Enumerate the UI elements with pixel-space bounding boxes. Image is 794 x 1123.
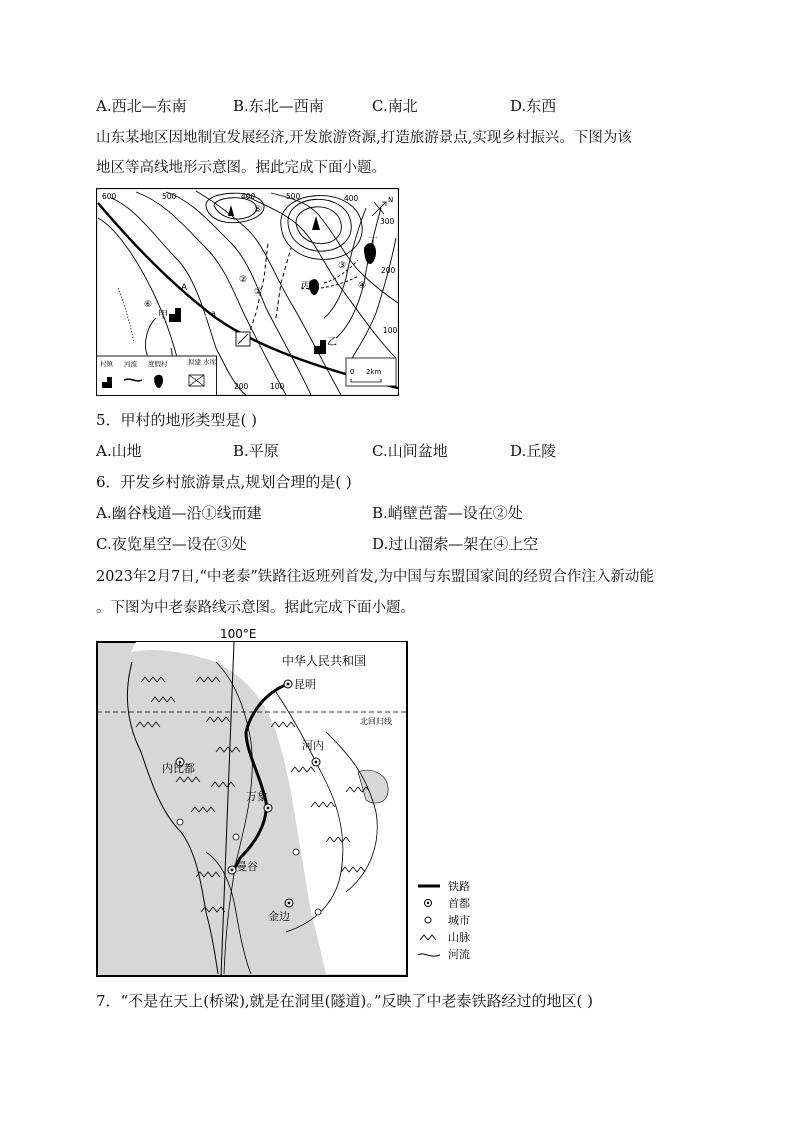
tropic-label: 北回归线 — [360, 717, 392, 726]
city-bangkok: 曼谷 — [236, 860, 258, 873]
city-vientiane: 万象 — [246, 790, 268, 803]
contour-100b: 100 — [270, 382, 285, 391]
q6-option-c: C.夜览星空—设在③处 — [96, 535, 247, 553]
q4-option-c: C.南北 — [372, 97, 418, 115]
city-kunming: 昆明 — [294, 678, 316, 691]
circle-5: ⑤ — [254, 205, 263, 215]
scale-label: 2km — [366, 368, 382, 376]
north-label: N — [388, 196, 394, 204]
q6-stem: 6．开发乡村旅游景点,规划合理的是( ) — [96, 473, 352, 491]
scale-bar — [346, 358, 396, 386]
village-yi: 乙 — [327, 337, 337, 348]
contour-500b: 500 — [286, 192, 301, 201]
legend-reservoir: 拟建 水库 — [188, 358, 217, 366]
map2-legend — [418, 879, 470, 961]
circle-4: ④ — [358, 281, 367, 291]
country-label: 中华人民共和国 — [282, 654, 367, 668]
resort-bing: 丙 — [301, 281, 311, 292]
legend-village: 村镇 — [100, 360, 113, 368]
legend-resort: 度假村 — [148, 360, 168, 368]
q4-option-b: B.东北—西南 — [233, 97, 324, 115]
q6-option-a: A.幽谷栈道—沿①线而建 — [96, 504, 262, 522]
contour-200a: 200 — [381, 266, 396, 275]
q6-option-b: B.峭壁芭蕾—设在②处 — [372, 504, 523, 522]
legend-mountain: 山脉 — [448, 931, 470, 944]
q7-stem: 7．“不是在天上(桥梁),就是在洞里(隧道)。”反映了中老泰铁路经过的地区( ) — [96, 992, 594, 1010]
point-a: a — [211, 309, 216, 318]
contour-500a: 500 — [162, 192, 177, 201]
circle-3: ③ — [338, 261, 347, 271]
railway-map — [96, 622, 496, 978]
contour-300: 300 — [380, 217, 395, 226]
contour-400a: 400 — [241, 192, 256, 201]
intro2-line2: 。下图为中老泰路线示意图。据此完成下面小题。 — [96, 600, 415, 616]
q4-option-d: D.东西 — [510, 97, 557, 115]
q5-stem: 5．甲村的地形类型是( ) — [96, 411, 258, 429]
intro1-line1: 山东某地区因地制宜发展经济,开发旅游资源,打造旅游景点,实现乡村振兴。下图为该 — [96, 130, 632, 146]
circle-2: ② — [239, 275, 248, 285]
circle-1: ① — [254, 287, 263, 297]
contour-400b: 400 — [344, 194, 359, 203]
longitude-label: 100°E — [220, 627, 257, 641]
resort-ding: 丁 — [368, 237, 378, 248]
q6-option-d: D.过山溜索—架在④上空 — [372, 535, 539, 553]
q5-option-c: C.山间盆地 — [372, 442, 448, 460]
contour-100a: 100 — [383, 326, 398, 335]
q5-option-d: D.丘陵 — [510, 442, 557, 460]
q4-option-a: A.西北—东南 — [96, 97, 187, 115]
legend-river: 河流 — [124, 360, 137, 368]
village-jia: 甲 — [158, 310, 168, 321]
legend-river: 河流 — [448, 948, 470, 961]
contour-200b: 200 — [234, 382, 249, 391]
legend-railway: 铁路 — [448, 880, 470, 893]
map1-legend — [97, 356, 217, 396]
q5-option-b: B.平原 — [233, 442, 279, 460]
circle-6: ⑥ — [144, 300, 153, 310]
legend-city: 城市 — [448, 914, 470, 927]
contour-600: 600 — [102, 192, 117, 201]
scale-zero: 0 — [350, 368, 355, 376]
river-label-a: A — [181, 283, 188, 293]
city-hanoi: 河内 — [302, 739, 324, 752]
city-naypyidaw: 内比都 — [162, 762, 195, 775]
q5-option-a: A.山地 — [96, 442, 142, 460]
legend-capital: 首都 — [448, 897, 470, 910]
intro2-line1: 2023年2月7日,“中老泰”铁路往返班列首发,为中国与东盟国家间的经贸合作注入新动能 — [96, 569, 654, 585]
intro1-line2: 地区等高线地形示意图。据此完成下面小题。 — [96, 160, 386, 176]
contour-map — [96, 188, 399, 396]
city-phnompenh: 金边 — [268, 910, 290, 923]
